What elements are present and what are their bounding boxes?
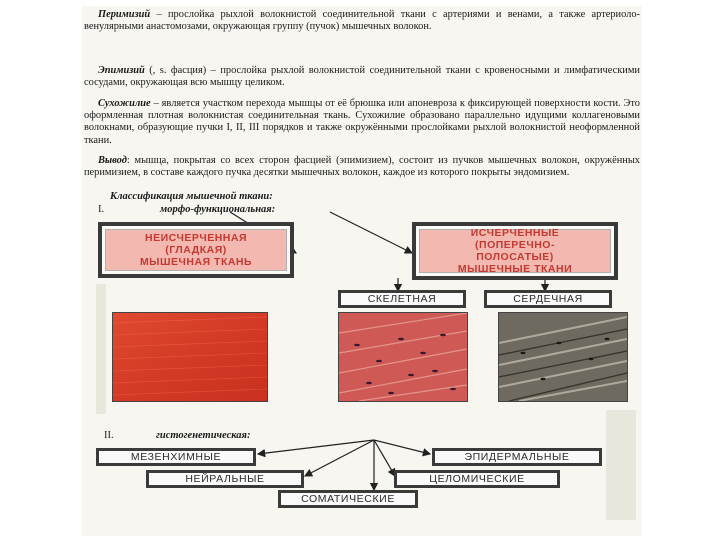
section2-title: гистогенетическая: [156, 430, 251, 441]
striated-line-2: (ПОПЕРЕЧНО- [475, 239, 555, 251]
skeletal-tag: СКЕЛЕТНАЯ [338, 290, 466, 308]
somatic-tag: СОМАТИЧЕСКИЕ [278, 490, 418, 508]
term-conclusion: Вывод [98, 155, 127, 166]
term-tendon: Сухожилие [98, 98, 151, 109]
classification-title: Классификация мышечной ткани: [110, 191, 273, 202]
section2-number: II. [104, 430, 114, 441]
paragraph-epimysium: Эпимизий (, s. фасция) – прослойка рыхлой волокнистой соединительной ткани с кровеносными и лимфатическими сосудами, окружающая всю мышцу целиком. [84, 65, 640, 89]
paragraph-conclusion: Вывод: мышца, покрытая со всех сторон фасцией (эпимизием), состоит из пучков мышечных волокон, окружённых перимизием, в составе каждого пучка десятки мышечных волокон, каждое из которого покрыты эндомизием. [84, 155, 640, 179]
smooth-line-3: МЫШЕЧНАЯ ТКАНЬ [139, 256, 253, 268]
striated-line-3: ПОЛОСАТЫЕ) [476, 251, 554, 263]
epidermal-tag: ЭПИДЕРМАЛЬНЫЕ [432, 448, 602, 466]
term-perimysium: Перимизий [98, 9, 151, 20]
striated-muscle-box [412, 222, 618, 280]
smooth-muscle-box [98, 222, 294, 278]
smooth-muscle-micrograph [112, 312, 268, 402]
section1-number: I. [98, 204, 105, 215]
striated-line-1: ИСЧЕРЧЕННЫЕ [470, 227, 560, 239]
term-epimysium: Эпимизий [98, 65, 145, 76]
smooth-line-1: НЕИСЧЕРЧЕННАЯ [144, 232, 247, 244]
striated-line-4: МЫШЕЧНЫЕ ТКАНИ [457, 263, 573, 275]
cardiac-muscle-micrograph [498, 312, 628, 402]
section1-title: морфо-функциональная: [160, 204, 276, 215]
skeletal-muscle-micrograph [338, 312, 468, 402]
smooth-line-2: (ГЛАДКАЯ) [165, 244, 227, 256]
paragraph-perimysium: Перимизий – прослойка рыхлой волокнистой соединительной ткани с артериями и венами, а также артериоло-венулярными анастомозами, окружающая группу (пучок) мышечных волокон. [84, 9, 640, 33]
coelomic-tag: ЦЕЛОМИЧЕСКИЕ [394, 470, 560, 488]
cardiac-tag: СЕРДЕЧНАЯ [484, 290, 612, 308]
mesenchymal-tag: МЕЗЕНХИМНЫЕ [96, 448, 256, 466]
paragraph-tendon: Сухожилие – является участком перехода мышцы от её брюшка или апоневроза к фиксирующей поверхности кости. Это оформленная плотная волокнистая соединительная ткань. Сухожилие образовано параллельно идущими коллагеновыми волокнами, образующие пучки I, II, III порядков и также окружёнными прослойками рыхлой волокнистой неоформленной ткани. [84, 98, 640, 146]
neural-tag: НЕЙРАЛЬНЫЕ [146, 470, 304, 488]
